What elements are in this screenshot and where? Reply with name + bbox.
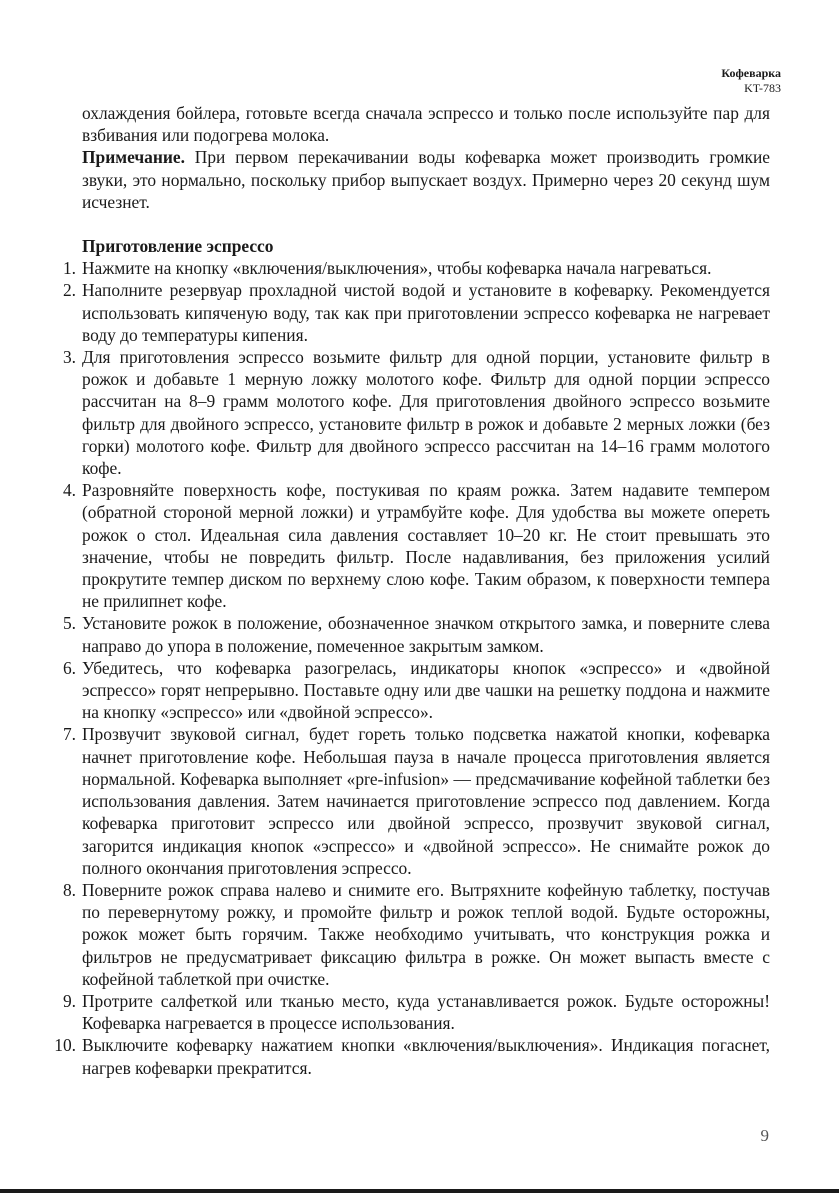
section-title: Приготовление эспрессо bbox=[82, 236, 274, 257]
intro-continuation: охлаждения бойлера, готовьте всегда сначала эспрессо и только после используйте пар для взбивания или подогрева молока. bbox=[82, 103, 770, 146]
step-number: 6. bbox=[62, 657, 76, 678]
step-number: 10. bbox=[54, 1035, 76, 1056]
header-model: KT-783 bbox=[744, 81, 781, 95]
step-item bbox=[62, 279, 770, 346]
step-number: 4. bbox=[62, 480, 76, 501]
step-item bbox=[62, 657, 770, 724]
step-number: 3. bbox=[62, 347, 76, 368]
step-item bbox=[62, 612, 770, 656]
step-text: Убедитесь, что кофеварка разогрелась, индикаторы кнопок «эспрессо» и «двойной эспрессо» горят непрерывно. Поставьте одну или две чашки на решетку поддона и нажмите на кнопку «эспрессо» или «двойной эспрессо». bbox=[82, 657, 770, 723]
step-number: 1. bbox=[62, 258, 76, 279]
step-number: 8. bbox=[62, 879, 76, 900]
step-text: Наполните резервуар прохладной чистой водой и установите в кофеварку. Рекомендуется использовать кипяченую воду, так как при приготовлении эспрессо кофеварка не нагревает воду до температуры кипения. bbox=[82, 280, 770, 345]
step-item bbox=[62, 346, 770, 479]
note-text: При первом перекачивании воды кофеварка может производить громкие звуки, это нормально, поскольку прибор выпускает воздух. Примерно через 20 секунд шум исчезнет. bbox=[82, 147, 770, 212]
step-text: Выключите кофеварку нажатием кнопки «включения/выключения». Индикация погаснет, нагрев кофеварки прекратится. bbox=[82, 1035, 770, 1078]
step-item bbox=[62, 723, 770, 878]
step-text: Нажмите на кнопку «включения/выключения», чтобы кофеварка начала нагреваться. bbox=[82, 258, 712, 279]
step-number: 9. bbox=[62, 990, 76, 1011]
step-text: Прозвучит звуковой сигнал, будет гореть только подсветка нажатой кнопки, кофеварка начнет приготовление кофе. Небольшая пауза в начале процесса приготовления является нормальной. Кофеварка выполняет «pre-infusion» — предсмачивание кофейной таблетки без использования давления. Затем начинается приготовление эспрессо под давлением. Когда кофеварка приготовит эспрессо или двойной эспрессо, прозвучит звуковой сигнал, загорится индикация кнопок «эспрессо» и «двойной эспрессо». Не снимайте рожок до полного окончания приготовления эспрессо. bbox=[82, 724, 770, 878]
step-item bbox=[62, 257, 770, 279]
page-content bbox=[54, 102, 770, 1079]
step-item bbox=[62, 479, 770, 612]
header-title: Кофеварка bbox=[721, 66, 781, 80]
note-label: Примечание. bbox=[82, 147, 185, 168]
page-header bbox=[721, 66, 781, 96]
step-item bbox=[62, 879, 770, 990]
step-text: Для приготовления эспрессо возьмите фильтр для одной порции, установите фильтр в рожок и добавьте 1 мерную ложку молотого кофе. Фильтр для одной порции эспрессо рассчитан на 8–9 грамм молотого кофе. Для приготовления двойного эспрессо возьмите фильтр для двойного эспрессо, установите фильтр в рожок и добавьте 2 мерных ложки (без горки) молотого кофе. Фильтр для двойного эспрессо рассчитан на 14–16 грамм молотого кофе. bbox=[82, 347, 770, 479]
page-number: 9 bbox=[760, 1126, 769, 1145]
step-text: Протрите салфеткой или тканью место, куда устанавливается рожок. Будьте осторожны! Кофеварка нагревается в процессе использования. bbox=[82, 990, 770, 1034]
bottom-rule bbox=[0, 1189, 839, 1193]
step-number: 2. bbox=[62, 280, 76, 301]
step-text: Поверните рожок справа налево и снимите его. Вытряхните кофейную таблетку, постучав по перевернутому рожку, и промойте фильтр и рожок теплой водой. Будьте осторожны, рожок может быть горячим. Также необходимо учитывать, что конструкция рожка и фильтров не предусматривает фиксацию фильтра в рожке. Он может выпасть вместе с кофейной таблеткой при очистке. bbox=[82, 879, 770, 989]
step-text: Разровняйте поверхность кофе, постукивая по краям рожка. Затем надавите темпером (обратной стороной мерной ложки) и утрамбуйте кофе. Для удобства вы можете опереть рожок о стол. Идеальная сила давления составляет 10–20 кг. Не стоит превышать это значение, чтобы не повредить фильтр. После надавливания, без приложения усилий прокрутите темпер диском по верхнему слою кофе. Таким образом, к поверхности темпера не прилипнет кофе. bbox=[82, 480, 770, 612]
step-text: Установите рожок в положение, обозначенное значком открытого замка, и поверните слева направо до упора в положение, помеченное закрытым замком. bbox=[82, 613, 770, 656]
note-paragraph bbox=[82, 146, 770, 213]
step-number: 7. bbox=[62, 724, 76, 745]
step-number: 5. bbox=[62, 613, 76, 634]
step-item bbox=[62, 990, 770, 1034]
step-item bbox=[54, 1034, 770, 1078]
steps-list bbox=[54, 257, 770, 1079]
